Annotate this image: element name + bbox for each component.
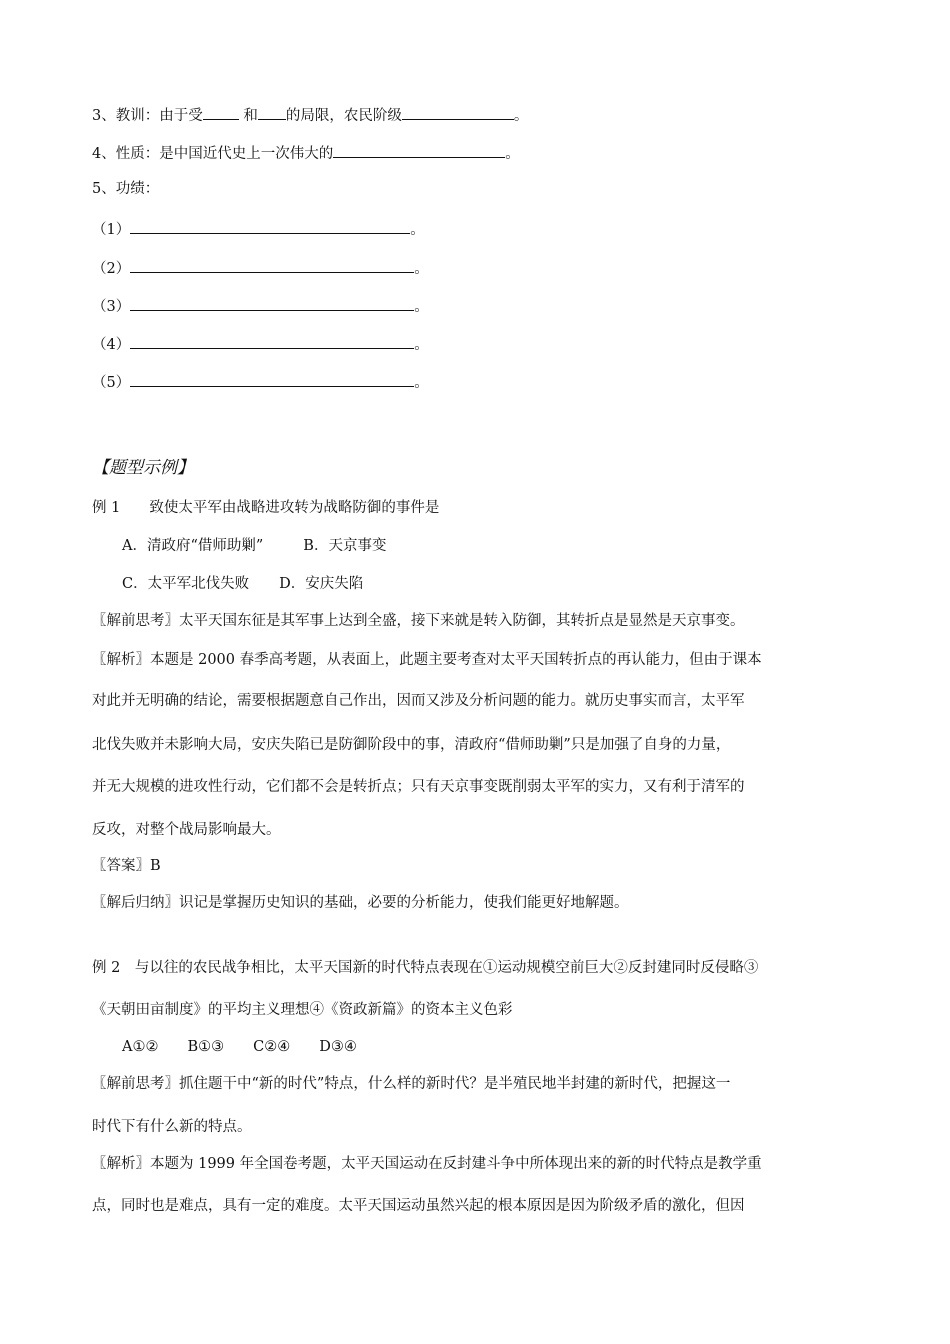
blank-field[interactable] (258, 103, 286, 120)
blank-field[interactable] (130, 217, 410, 234)
blank-field[interactable] (402, 103, 514, 120)
achievement-2: （2） 。 (92, 256, 429, 279)
example-1-analysis: 并无大规模的进攻性行动，它们都不会是转折点；只有天京事变既削弱太平军的实力，又有利于清军的 (92, 779, 745, 795)
blank-field[interactable] (203, 103, 239, 120)
blank-field[interactable] (130, 256, 414, 273)
example-2-question: 例 2 与以往的农民战争相比，太平天国新的时代特点表现在①运动规模空前巨大②反封建同时反侵略③ (92, 960, 759, 976)
blank-field[interactable] (130, 332, 414, 349)
achievement-3: （3） 。 (92, 294, 429, 317)
example-1-pre-think: 〖解前思考〗太平天国东征是其军事上达到全盛，接下来就是转入防御，其转折点是显然是天京事变。 (92, 613, 745, 629)
example-2-analysis: 点，同时也是难点，具有一定的难度。太平天国运动虽然兴起的根本原因是因为阶级矛盾的激化，但因 (92, 1198, 745, 1214)
example-2-pre-think: 时代下有什么新的特点。 (92, 1119, 252, 1135)
example-2-analysis: 〖解析〗本题为 1999 年全国卷考题，太平天国运动在反封建斗争中所体现出来的新的时代特点是教学重 (92, 1156, 762, 1172)
achievement-4: （4） 。 (92, 332, 429, 355)
blank-field[interactable] (130, 370, 414, 387)
example-1-summary: 〖解后归纳〗识记是掌握历史知识的基础，必要的分析能力，使我们能更好地解题。 (92, 895, 629, 911)
example-1-analysis: 对此并无明确的结论，需要根据题意自己作出，因而又涉及分析问题的能力。就历史事实而言，太平军 (92, 693, 745, 709)
item-3-lesson: 3、教训：由于受 和 的局限，农民阶级 。 (92, 103, 528, 126)
item-5-achievements: 5、功绩： (92, 181, 160, 197)
example-1-options-cd: C．太平军北伐失败 D．安庆失陷 (122, 576, 364, 592)
section-heading: 【题型示例】 (92, 458, 194, 478)
example-1-analysis: 〖解析〗本题是 2000 春季高考题，从表面上，此题主要考查对太平天国转折点的再认能力，但由于课本 (92, 652, 762, 668)
example-2-question: 《天朝田亩制度》的平均主义理想④《资政新篇》的资本主义色彩 (92, 1002, 513, 1018)
example-1-question: 例 1 致使太平军由战略进攻转为战略防御的事件是 (92, 500, 440, 516)
example-1-analysis: 反攻，对整个战局影响最大。 (92, 822, 281, 838)
achievement-5: （5） 。 (92, 370, 429, 393)
blank-field[interactable] (130, 294, 414, 311)
example-1-answer: 〖答案〗B (92, 858, 161, 874)
example-2-pre-think: 〖解前思考〗抓住题干中“新的时代”特点，什么样的新时代？是半殖民地半封建的新时代，把握这一 (92, 1076, 731, 1092)
blank-field[interactable] (333, 141, 505, 158)
example-1-analysis: 北伐失败并未影响大局，安庆失陷已是防御阶段中的事，清政府“借师助剿”只是加强了自身的力量， (92, 737, 731, 753)
item-4-nature: 4、性质：是中国近代史上一次伟大的 。 (92, 141, 520, 164)
example-2-options: A①② B①③ C②④ D③④ (122, 1039, 357, 1055)
example-1-options-ab: A．清政府“借师助剿” B．天京事变 (122, 538, 387, 554)
achievement-1: （1） 。 (92, 217, 425, 240)
